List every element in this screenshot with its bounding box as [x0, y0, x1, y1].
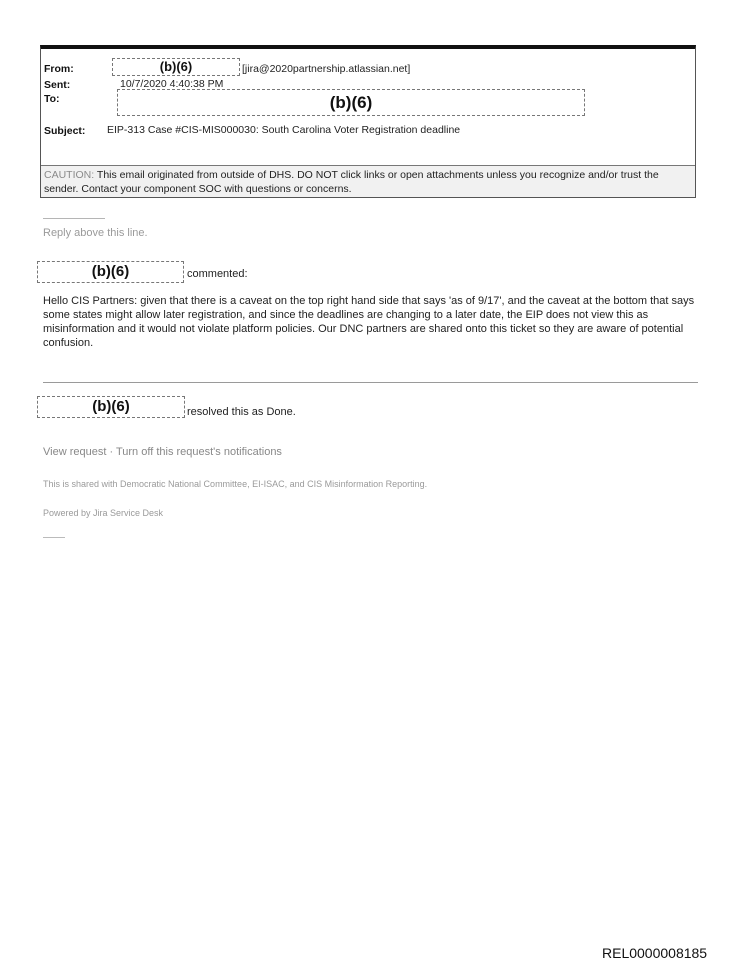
caution-text: This email originated from outside of DHS. DO NOT click links or open attachments unless you recognize and/or trust the sender. Contact your component SOC with questions or concerns. [44, 169, 659, 195]
resolved-text: resolved this as Done. [187, 406, 296, 418]
comment-divider [43, 382, 698, 383]
comment-text: Hello CIS Partners: given that there is a caveat on the top right hand side that says 'as of 9/17', and the caveat at the bottom that says some states might allow later registration, and since the deadlines are changing to a later date, the EIP does not view this as misinformation and it would not violate platform policies. Our DNC partners are shared onto this ticket so they are aware of potential confusion. [43, 295, 695, 349]
shared-with-text: This is shared with Democratic National Committee, EI-ISAC, and CIS Misinformation Reporting. [43, 479, 428, 489]
resolver-redaction: (b)(6) [37, 396, 185, 418]
request-links [43, 446, 282, 458]
sent-label: Sent: [44, 79, 71, 91]
subject-label: Subject: [44, 125, 86, 137]
caution-label: CAUTION: [44, 169, 95, 181]
from-redaction: (b)(6) [112, 58, 240, 76]
to-redaction: (b)(6) [117, 89, 585, 116]
sent-date: 10/7/2020 4:40:38 PM [120, 78, 224, 90]
reply-above-line: Reply above this line. [43, 227, 148, 239]
turn-off-notifications-link[interactable]: Turn off this request's notifications [115, 446, 282, 458]
to-label: To: [44, 93, 60, 105]
powered-by-text: Powered by Jira Service Desk [43, 508, 164, 518]
document-id: REL0000008185 [602, 945, 708, 961]
caution-banner [41, 165, 695, 197]
commented-label: commented: [187, 268, 248, 280]
reply-divider [43, 218, 105, 219]
footer-divider [43, 537, 65, 538]
subject-text: EIP-313 Case #CIS-MIS000030: South Carolina Voter Registration deadline [107, 124, 461, 136]
from-label: From: [44, 63, 74, 75]
from-address: [jira@2020partnership.atlassian.net] [242, 63, 411, 75]
commenter-redaction: (b)(6) [37, 261, 184, 283]
view-request-link[interactable]: View request [43, 446, 107, 458]
link-separator: · [106, 446, 116, 458]
